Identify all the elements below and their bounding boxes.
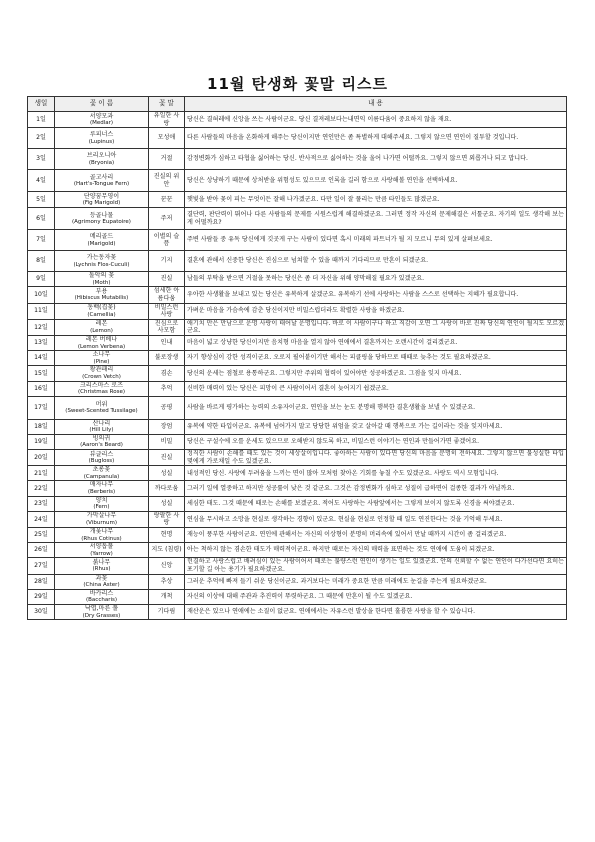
flower-english-name: (Lemon): [90, 327, 113, 334]
flower-english-name: (Hart's-Tongue Fern): [73, 181, 130, 188]
flower-name: 루피너스: [89, 131, 114, 139]
table-header-row: [28, 97, 567, 112]
birth-day: 15일: [28, 366, 55, 381]
flower-english-name: (Lychnis Flos-Cuculi): [73, 261, 130, 268]
flower-name: 매자나무: [89, 481, 114, 489]
birth-day: 8일: [28, 251, 55, 272]
flower-english-name: (Rhus Cotinus): [81, 535, 122, 542]
table-row: [28, 303, 567, 319]
flower-description: 마음이 넓고 상냥한 당신이지만 음치형 마음을 열지 않아 연애에서 결혼까지는 오랜시간이 걸리겠군요.: [185, 335, 567, 350]
flower-name: 개옻나무: [89, 528, 114, 535]
flower-description: 당신은 상냥하기 때문에 상처받을 위험성도 있으므로 인록을 길러 함으로 사랑해볼 연인을 선택하세요.: [185, 170, 567, 192]
flower-name-cell: [55, 381, 149, 396]
flower-name-cell: [55, 528, 149, 543]
flower-description: 결혼에 관해서 신중한 당신은 진심으로 넘쳐할 수 있을 때까지 기다리므로 만혼이 되겠군요.: [185, 251, 567, 272]
flower-word: 성실: [149, 466, 185, 481]
flower-name-cell: [55, 170, 149, 192]
flower-name-cell: [55, 128, 149, 149]
flower-name-cell: [55, 319, 149, 335]
table-row: [28, 287, 567, 303]
flower-word: 주저: [149, 208, 185, 230]
flower-english-name: (Medlar): [89, 120, 114, 127]
flower-english-name: (Pine): [93, 358, 110, 365]
flower-name-cell: [55, 574, 149, 589]
flower-word: 겸손: [149, 366, 185, 381]
table-row: [28, 208, 567, 230]
flower-word: 진실의 위안: [149, 170, 185, 192]
flower-name-cell: [55, 251, 149, 272]
flower-word: 현명: [149, 528, 185, 543]
flower-description: 그러기 일에 열중하고 하지만 성공률이 낮은 것 같군요. 그것은 감정변화가 심하고 성질이 급하면어 걸종한 결과가 아닐까요.: [185, 481, 567, 496]
flower-name-cell: [55, 466, 149, 481]
flower-word: 공평: [149, 396, 185, 419]
flower-name-cell: [55, 396, 149, 419]
flower-english-name: (Bugloss): [88, 458, 115, 465]
flower-word: 꾼꾼: [149, 192, 185, 208]
flower-name: 크리스마스 로즈: [79, 381, 124, 389]
flower-name: 동백(겹꽃): [87, 304, 116, 312]
flower-english-name: (Hill Lily): [89, 427, 114, 434]
flower-name-cell: [55, 481, 149, 496]
flower-word: 모성애: [149, 128, 185, 149]
flower-word: 거절: [149, 149, 185, 170]
birth-day: 9일: [28, 272, 55, 287]
flower-word: 불로장생: [149, 351, 185, 366]
flower-word: 유일한 사랑: [149, 112, 185, 128]
flower-description: 우아한 사생활을 보내고 있는 당신은 유복하게 살겠군요. 유복하기 선에 사랑하는 사람을 스스로 선택하는 지혜가 필요합니다.: [185, 287, 567, 303]
flower-english-name: (Dry Grasses): [82, 612, 121, 619]
table-row: [28, 511, 567, 527]
header-day: 생일: [28, 97, 55, 112]
table-row: [28, 192, 567, 208]
birth-day: 22일: [28, 481, 55, 496]
flower-word: 성실: [149, 496, 185, 511]
flower-description: 재능이 풍부한 사람이군요. 연인에 관해서는 자신의 이상형이 분명히 머리속에 있어서 만날 때까지 시간이 좀 걸리겠군요.: [185, 528, 567, 543]
flower-description: 세심한 태도. 그것 때문에 때로는 손해를 보겠군요. 적어도 사랑하는 사람앞에서는 그렇게 보이지 않도록 신경을 써야겠군요.: [185, 496, 567, 511]
birth-day: 5일: [28, 192, 55, 208]
header-flower-word: 꽃 말: [149, 97, 185, 112]
flower-english-name: (Marigold): [87, 240, 116, 247]
flower-english-name: (Agrimony Eupatoire): [72, 219, 131, 226]
flower-english-name: (Sweet-Scented Tussilage): [65, 408, 138, 415]
flower-description: 애기치 만은 만남으로 운명 사랑이 태어날 운명입니다. 바로 이 사람이구나 하고 직감이 오면 그 사랑이 바로 진짜 당신의 연인이 될지도 모르겠군요.: [185, 319, 567, 335]
flower-description: 사람을 바르게 평가하는 능력의 소유자이군요. 연인을 보는 눈도 분명해 행복한 결혼생활을 보낼 수 있겠군요.: [185, 396, 567, 419]
table-row: [28, 319, 567, 335]
flower-word: 기지: [149, 251, 185, 272]
birth-day: 14일: [28, 351, 55, 366]
flower-description: 정직한 사람이 손해를 때도 있는 것이 세상살이입니다. 좋아하는 사람이 있다면 당신의 마음을 분명히 전하세요. 그렇지 않으면 불성실한 타입몇에게 가로채일 수도 있겠군요.: [185, 450, 567, 466]
table-row: [28, 496, 567, 511]
flower-word: 이별의 슬픔: [149, 230, 185, 251]
flower-english-name: (Aaron's Beard): [80, 442, 123, 449]
flower-description: 감정변화가 심하고 타협을 싫어하는 당신. 반사적으로 싫어하는 것을 울어 나가면 어떨까요. 그렇지 않으면 외롭거나 되고 맙니다.: [185, 149, 567, 170]
flower-name-cell: [55, 335, 149, 350]
flower-english-name: (Christmas Rose): [78, 389, 125, 396]
flower-name: 산나리: [92, 419, 111, 427]
flower-name: 레몬 버베나: [85, 335, 118, 343]
flower-name: 과꽃: [95, 574, 108, 582]
flower-description: 주변 사람들 중 유독 당신에게 깃곳게 구는 사람이 있다면 혹시 미래의 파트너가 될 지 모르니 무의 있게 살펴보세요.: [185, 230, 567, 251]
flower-name-cell: [55, 287, 149, 303]
flower-name: 브리오니아: [86, 152, 117, 160]
flower-description: 결단력, 판단력이 뛰어나 다른 사람들의 문제를 시원스럽게 해결하겠군요. 그러면 정작 자신의 문제해결은 서툴군요. 자기의 일도 생각해 보는게 어떨까요?: [185, 208, 567, 230]
birth-day: 20일: [28, 450, 55, 466]
flower-name: 바카리스: [89, 589, 114, 597]
flower-name: 메리골드: [89, 233, 114, 241]
birth-day: 23일: [28, 496, 55, 511]
flower-name-cell: [55, 604, 149, 619]
flower-description: 그러운 추억에 빠져 들기 쉬운 당신이군요. 과거보다는 미래가 중요한 만큼 미래에도 눈길을 주는게 필요하겠군요.: [185, 574, 567, 589]
table-row: [28, 528, 567, 543]
flower-name: 가는동자꽃: [86, 254, 117, 262]
flower-name-cell: [55, 208, 149, 230]
header-description: 내 용: [185, 97, 567, 112]
table-row: [28, 481, 567, 496]
table-row: [28, 335, 567, 350]
flower-english-name: (Berberis): [87, 489, 116, 496]
flower-english-name: (Campanula): [83, 473, 120, 480]
flower-word: 추상: [149, 574, 185, 589]
birth-day: 17일: [28, 396, 55, 419]
flower-english-name: (Hibiscus Mutabilis): [74, 295, 129, 302]
birth-day: 11일: [28, 303, 55, 319]
flower-name-cell: [55, 230, 149, 251]
flower-word: 기다림: [149, 604, 185, 619]
flower-word: 신앙: [149, 558, 185, 574]
birth-day: 30일: [28, 604, 55, 619]
table-row: [28, 558, 567, 574]
birth-day: 26일: [28, 543, 55, 558]
flower-name: 레몬: [95, 320, 108, 328]
table-row: [28, 589, 567, 604]
table-row: [28, 170, 567, 192]
flower-table: [27, 96, 567, 620]
flower-word: 진실: [149, 450, 185, 466]
flower-english-name: (Viburnum): [86, 519, 117, 526]
birth-day: 12일: [28, 319, 55, 335]
flower-description: 자신의 이상에 대해 주관과 추진력이 뚜렷하군요. 그 때문에 만혼이 될 수도 있겠군요.: [185, 589, 567, 604]
table-row: [28, 543, 567, 558]
table-row: [28, 366, 567, 381]
flower-word: 장엄: [149, 419, 185, 434]
table-row: [28, 272, 567, 287]
flower-name: 돌악의 꽃: [88, 272, 115, 280]
flower-name-cell: [55, 558, 149, 574]
flower-name: 빙의귀: [92, 434, 111, 442]
page-title: 11월 탄생화 꽃말 리스트: [207, 75, 388, 93]
flower-description: 당신은 결혀레에 신앙을 쓰는 사람이군요. 당신 결져레보다는내면익 이름다움이 중요하지 않을 재요.: [185, 112, 567, 128]
birth-day: 6일: [28, 208, 55, 230]
flower-description: 재산운은 있으나 연애에는 소질이 없군요. 연애에서는 자유스런 발상을 한다면 훌륭한 사랑을 할 수 있습니다.: [185, 604, 567, 619]
flower-name: 소나무: [92, 351, 111, 359]
flower-name-cell: [55, 589, 149, 604]
table-row: [28, 450, 567, 466]
birth-day: 2일: [28, 128, 55, 149]
flower-english-name: (Moth): [92, 279, 111, 286]
table-row: [28, 251, 567, 272]
flower-name: 초롱꽃: [92, 466, 111, 474]
flower-description: 자기 향상심이 강한 성격이군요. 오로지 필어붙이기만 해서는 피클링을 당하므로 때때로 늦추는 것도 필요하겠군요.: [185, 351, 567, 366]
flower-description: 당신은 구설수에 오를 운세도 있으므로 오해받지 않도록 하고, 비밀스런 이야기는 연인과 만들어가면 좋겠어요.: [185, 434, 567, 449]
flower-name-cell: [55, 434, 149, 449]
flower-english-name: (Fig Marigold): [82, 200, 121, 207]
flower-name-cell: [55, 272, 149, 287]
flower-name-cell: [55, 366, 149, 381]
birth-day: 24일: [28, 511, 55, 527]
flower-english-name: (Bryonia): [88, 159, 115, 166]
flower-name-cell: [55, 303, 149, 319]
flower-name-cell: [55, 351, 149, 366]
flower-description: 유복에 약한 타입이군요. 유복에 넘어가지 말고 당당한 위엄을 갖고 살아갈 때 행복으로 가는 길이라는 것을 잊지마세요.: [185, 419, 567, 434]
flower-name-cell: [55, 543, 149, 558]
flower-name-cell: [55, 450, 149, 466]
flower-english-name: (Fern): [93, 504, 110, 511]
flower-name-cell: [55, 112, 149, 128]
flower-english-name: (Camellia): [87, 311, 116, 318]
flower-name: 부용: [95, 287, 108, 295]
table-row: [28, 112, 567, 128]
flower-description: 헌결하고 사랑스럽고 배려심이 있는 사람이어서 때로는 불량스런 연인이 생기는 일도 있겠군요. 안의 신뢰할 수 없는 연인이 다가선다면 요히는 포기할 길 아는 용기가 필요하겠군요.: [185, 558, 567, 574]
flower-name: 양치: [95, 496, 108, 504]
birth-day: 18일: [28, 419, 55, 434]
table-row: [28, 396, 567, 419]
table-row: [28, 419, 567, 434]
flower-english-name: (Rhus): [92, 566, 111, 573]
birth-day: 25일: [28, 528, 55, 543]
flower-name: 왕관패리: [89, 366, 114, 374]
table-row: [28, 149, 567, 170]
flower-word: 비밀: [149, 434, 185, 449]
flower-english-name: (Lemon Verbena): [77, 343, 126, 350]
flower-english-name: (Crown Vetch): [82, 373, 121, 380]
flower-word: 섬세한 아름다움: [149, 287, 185, 303]
table-row: [28, 466, 567, 481]
flower-description: 다른 사람들의 마음을 온화하게 해주는 당신이지만 연인만은 좀 특별하게 대해주세요. 그렇지 않으면 연인이 질투할 것입니다.: [185, 128, 567, 149]
flower-english-name: (China Aster): [83, 582, 120, 589]
flower-word: 진실: [149, 272, 185, 287]
birth-day: 19일: [28, 434, 55, 449]
flower-name-cell: [55, 192, 149, 208]
flower-name-cell: [55, 149, 149, 170]
flower-name-cell: [55, 419, 149, 434]
flower-english-name: (Lupinus): [88, 138, 115, 145]
flower-name: 서양모과: [89, 112, 114, 120]
table-row: [28, 230, 567, 251]
table-row: [28, 351, 567, 366]
flower-word: 진심으로 사모함: [149, 319, 185, 335]
table-row: [28, 381, 567, 396]
flower-word: 지도 (침령): [149, 543, 185, 558]
flower-name-cell: [55, 496, 149, 511]
flower-name: 단양꿈무영이: [83, 192, 120, 200]
birth-day: 1일: [28, 112, 55, 128]
flower-name: 등골나물: [89, 211, 114, 219]
flower-description: 연심을 무시하고 소망을 현실로 생각하는 경향이 있군요. 현실을 현실로 인정할 때 일도 연진한다는 것을 기억해 두세요.: [185, 511, 567, 527]
flower-description: 당신의 운세는 점철로 용통하군요. 그렇지만 주위의 협력이 있어야만 성공하겠군요. 그점을 잊지 마세요.: [185, 366, 567, 381]
flower-name: 골고사리: [89, 173, 114, 181]
flower-description: 가벼운 마음을 가슴속에 감춘 당신이지만 비밀스럽더라도 확렬한 사랑을 하겠군요.: [185, 303, 567, 319]
flower-word: 개척: [149, 589, 185, 604]
birth-day: 16일: [28, 381, 55, 396]
flower-description: 아는 척하지 않는 겸손한 태도가 매력적이군요. 하지만 때로는 자신의 매력을 표면하는 것도 연애에 도움이 되겠군요.: [185, 543, 567, 558]
flower-name: 붉나무: [92, 558, 111, 566]
birth-day: 29일: [28, 589, 55, 604]
flower-english-name: (Yarrow): [90, 550, 113, 557]
header-flower-name: 꽃 이 름: [55, 97, 149, 112]
flower-word: 비밀스런 사랑: [149, 303, 185, 319]
flower-name: 서양톱풀: [89, 543, 114, 551]
flower-description: 신비한 매력이 있는 당신은 피망이 큰 사람이어서 결혼이 늦어지기 쉽겠군요.: [185, 381, 567, 396]
flower-word: 까다로움: [149, 481, 185, 496]
flower-name: 머위: [95, 400, 108, 408]
flower-word: 추억: [149, 381, 185, 396]
table-row: [28, 604, 567, 619]
flower-english-name: (Baccharis): [86, 597, 117, 604]
flower-name: 가막살나무: [86, 512, 117, 520]
flower-name: 낙엽,마른 풀: [84, 604, 119, 612]
flower-description: 내성적인 당신. 사랑에 두려움을 느끼는 면이 많아 모처럼 찾아온 기회를 놓칠 수도 있겠군요. 사랑도 역시 모험입니다.: [185, 466, 567, 481]
table-row: [28, 434, 567, 449]
birth-day: 3일: [28, 149, 55, 170]
birth-day: 21일: [28, 466, 55, 481]
flower-description: 남들의 부탁을 받으면 거절을 못하는 당신은 좀 더 자신을 위해 양막해질 필요가 있겠군요.: [185, 272, 567, 287]
flower-word: 인내: [149, 335, 185, 350]
table-row: [28, 574, 567, 589]
birth-day: 7일: [28, 230, 55, 251]
table-body: [28, 112, 567, 620]
table-row: [28, 128, 567, 149]
birth-day: 27일: [28, 558, 55, 574]
flower-name: 뷰글리스: [89, 450, 114, 458]
birth-day: 10일: [28, 287, 55, 303]
birth-day: 13일: [28, 335, 55, 350]
birth-day: 4일: [28, 170, 55, 192]
flower-name-cell: [55, 511, 149, 527]
flower-word: 랑팔한 사랑: [149, 511, 185, 527]
flower-description: 햇빛을 받아 꽃이 피는 무엇이든 잘해 나가겠군요. 다만 일이 잘 풀리는 만큼 타인들도 많겠군요.: [185, 192, 567, 208]
birth-day: 28일: [28, 574, 55, 589]
